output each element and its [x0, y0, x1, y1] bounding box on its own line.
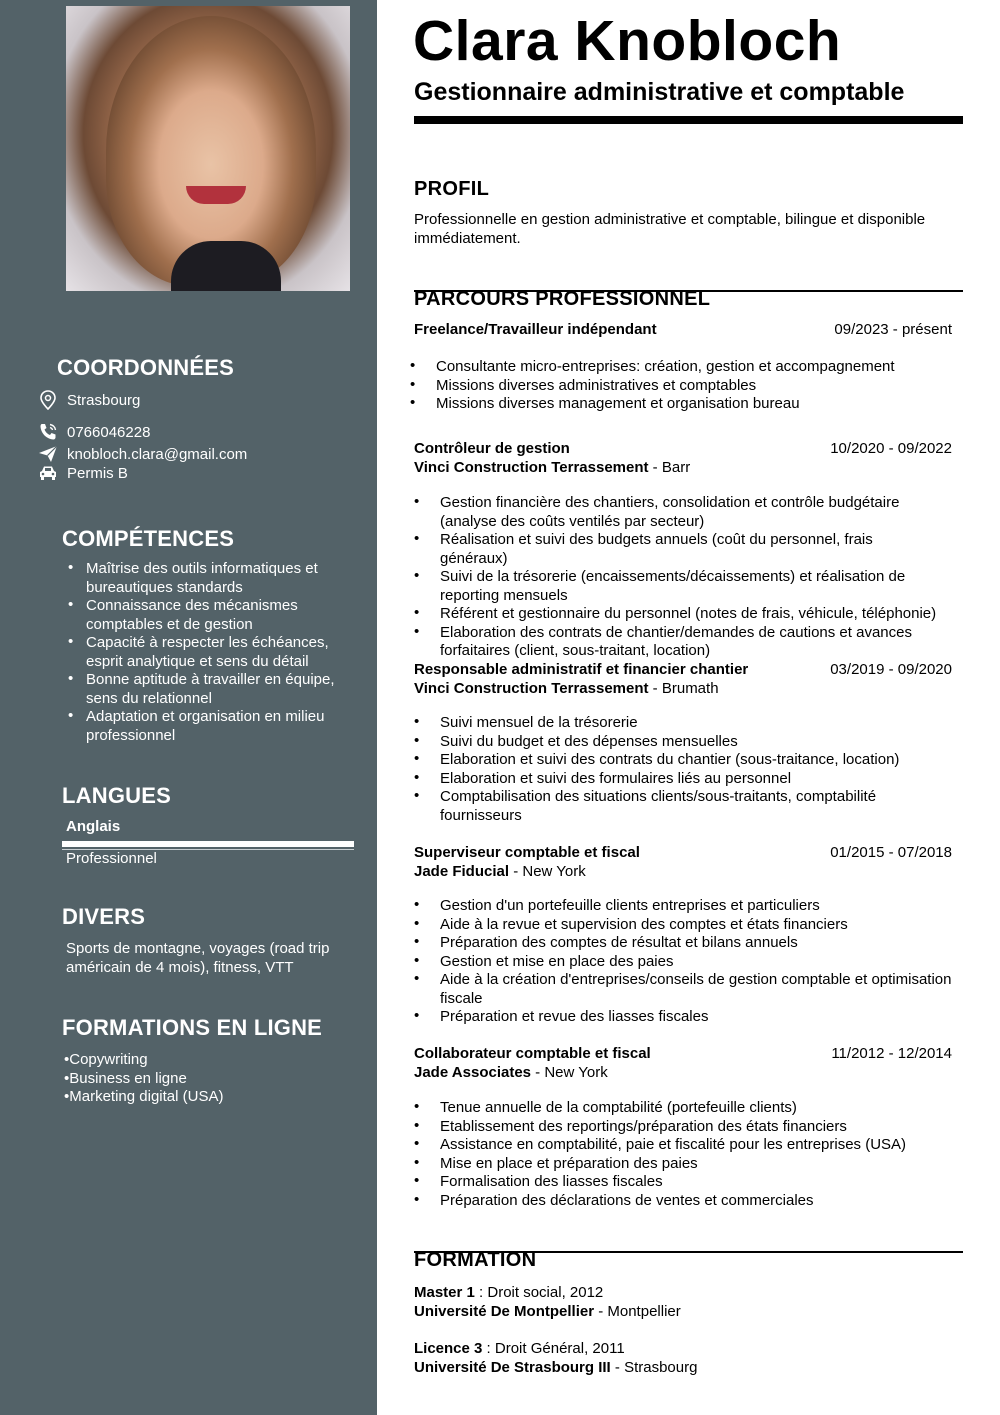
list-item: • Formalisation des liasses fiscales [414, 1173, 942, 1192]
list-item: • Suivi du budget et des dépenses mensuelles [414, 733, 942, 752]
job-company: Jade Fiducial [414, 862, 510, 880]
skills-heading: COMPÉTENCES [62, 526, 235, 551]
contact-email [38, 444, 247, 464]
list-item: • Elaboration et suivi des formulaires liés au personnel [414, 770, 942, 789]
contact-license [38, 463, 128, 483]
contact-location-text: Strasbourg [67, 391, 141, 409]
misc-heading: DIVERS [62, 904, 146, 929]
job-dates: 03/2019 - 09/2020 [830, 661, 952, 678]
list-item: • Suivi mensuel de la trésorerie [414, 714, 942, 733]
profile-photo [66, 6, 350, 291]
list-item: • Elaboration et suivi des contrats du chantier (sous-traitance, location) [414, 751, 942, 770]
job-role: Freelance/Travailleur indépendant [414, 321, 657, 338]
education-detail: : Droit Général, 2011 [482, 1340, 625, 1357]
list-item: • Préparation des déclarations de ventes et commerciales [414, 1192, 942, 1211]
location-pin-icon [38, 390, 62, 410]
list-item: • Tenue annuelle de la comptabilité (portefeuille clients) [414, 1099, 942, 1118]
person-title: Gestionnaire administrative et comptable [414, 78, 905, 106]
list-item: • Connaissance des mécanismes comptables et de gestion [62, 597, 342, 634]
list-item: • Missions diverses management et organisation bureau [410, 395, 938, 414]
contact-phone [38, 422, 150, 442]
list-item: • Aide à la création d'entreprises/conseils de gestion comptable et optimisation fiscale [414, 971, 959, 1008]
job-entry [414, 844, 959, 881]
misc-text: Sports de montagne, voyages (road trip américain de 4 mois), fitness, VTT [66, 940, 330, 976]
send-icon [38, 444, 62, 464]
job-entry [414, 661, 959, 698]
list-item: •Business en ligne [64, 1069, 187, 1087]
list-item: • Bonne aptitude à travailler en équipe, sens du relationnel [62, 671, 342, 708]
job-dates: 09/2023 - présent [834, 321, 952, 338]
experience-heading: PARCOURS PROFESSIONNEL [414, 288, 711, 310]
person-name: Clara Knobloch [413, 9, 842, 73]
job-company: Vinci Construction Terrassement [414, 679, 649, 697]
sidebar [0, 0, 377, 1415]
list-item: • Préparation et revue des liasses fiscales [414, 1008, 959, 1027]
phone-icon [38, 422, 62, 442]
list-item: • Gestion d'un portefeuille clients entreprises et particuliers [414, 897, 959, 916]
education-location: - Montpellier [594, 1302, 681, 1320]
job-location: - New York [531, 1063, 608, 1081]
list-item: • Gestion financière des chantiers, consolidation et contrôle budgétaire (analyse des coûts ventilés par secteur) [414, 494, 942, 531]
education-school: Université De Strasbourg III [414, 1358, 611, 1376]
education-degree: Licence 3 [414, 1340, 483, 1357]
title-divider [414, 116, 963, 124]
languages-heading: LANGUES [62, 783, 171, 808]
contact-phone-text: 0766046228 [67, 423, 151, 441]
job-bullets [414, 494, 942, 661]
contact-location [38, 390, 140, 410]
job-location: - Barr [648, 458, 691, 476]
education-degree: Master 1 [414, 1284, 475, 1301]
list-item: •Marketing digital (USA) [64, 1088, 224, 1105]
job-entry [414, 440, 959, 477]
job-bullets [414, 1099, 942, 1210]
education-heading: FORMATION [414, 1249, 537, 1271]
job-role: Responsable administratif et financier chantier [414, 661, 749, 678]
job-company: Jade Associates [414, 1063, 532, 1081]
list-item: • Assistance en comptabilité, paie et fiscalité pour les entreprises (USA) [414, 1136, 942, 1155]
list-item: • Consultante micro-entreprises: création, gestion et accompagnement [410, 358, 938, 377]
list-item: • Suivi de la trésorerie (encaissements/décaissements) et réalisation de reporting mensuels [414, 568, 942, 605]
contact-email-text: knobloch.clara@gmail.com [67, 445, 248, 463]
education-entry [414, 1340, 697, 1377]
profile-heading: PROFIL [414, 178, 490, 200]
list-item: • Missions diverses administratives et comptables [410, 377, 938, 396]
education-detail: : Droit social, 2012 [474, 1284, 604, 1301]
job-bullets [414, 897, 959, 1027]
list-item: • Référent et gestionnaire du personnel (notes de frais, véhicule, téléphonie) [414, 605, 942, 624]
car-icon [38, 463, 62, 483]
list-item: • Préparation des comptes de résultat et bilans annuels [414, 934, 959, 953]
language-level-bar [62, 841, 354, 847]
skills-list [62, 560, 342, 745]
job-bullets [414, 714, 942, 825]
education-location: - Strasbourg [610, 1358, 698, 1376]
job-role: Collaborateur comptable et fiscal [414, 1045, 651, 1062]
online-training-list [64, 1051, 223, 1107]
job-location: - Brumath [648, 679, 719, 697]
list-item: • Maîtrise des outils informatiques et bureautiques standards [62, 560, 342, 597]
list-item: • Comptabilisation des situations clients/sous-traitants, comptabilité fournisseurs [414, 788, 942, 825]
list-item: • Capacité à respecter les échéances, esprit analytique et sens du détail [62, 634, 342, 671]
list-item: • Gestion et mise en place des paies [414, 953, 959, 972]
list-item: • Mise en place et préparation des paies [414, 1155, 942, 1174]
list-item: • Réalisation et suivi des budgets annuels (coût du personnel, frais généraux) [414, 531, 942, 568]
job-dates: 01/2015 - 07/2018 [830, 844, 952, 861]
education-school: Université De Montpellier [414, 1302, 595, 1320]
profile-text: Professionnelle en gestion administrative et comptable, bilingue et disponible immédiatement. [414, 211, 926, 247]
job-dates: 10/2020 - 09/2022 [830, 440, 952, 457]
contact-heading: COORDONNÉES [57, 355, 234, 380]
job-role: Superviseur comptable et fiscal [414, 844, 640, 861]
job-entry [414, 321, 959, 340]
job-bullets [410, 358, 938, 414]
contact-license-text: Permis B [67, 464, 128, 482]
job-company: Vinci Construction Terrassement [414, 458, 649, 476]
list-item: • Adaptation et organisation en milieu professionnel [62, 708, 342, 745]
list-item: • Aide à la revue et supervision des comptes et états financiers [414, 916, 959, 935]
language-name: Anglais [66, 818, 121, 835]
language-level: Professionnel [66, 850, 157, 867]
online-training-heading: FORMATIONS EN LIGNE [62, 1015, 323, 1040]
education-entry [414, 1284, 681, 1321]
job-entry [414, 1045, 959, 1082]
list-item: •Copywriting [64, 1051, 148, 1068]
job-role: Contrôleur de gestion [414, 440, 570, 457]
list-item: • Elaboration des contrats de chantier/demandes de cautions et avances forfaitaires (client, sous-traitant, location) [414, 624, 942, 661]
job-location: - New York [509, 862, 586, 880]
list-item: • Etablissement des reportings/préparation des états financiers [414, 1118, 942, 1137]
job-dates: 11/2012 - 12/2014 [831, 1045, 952, 1062]
